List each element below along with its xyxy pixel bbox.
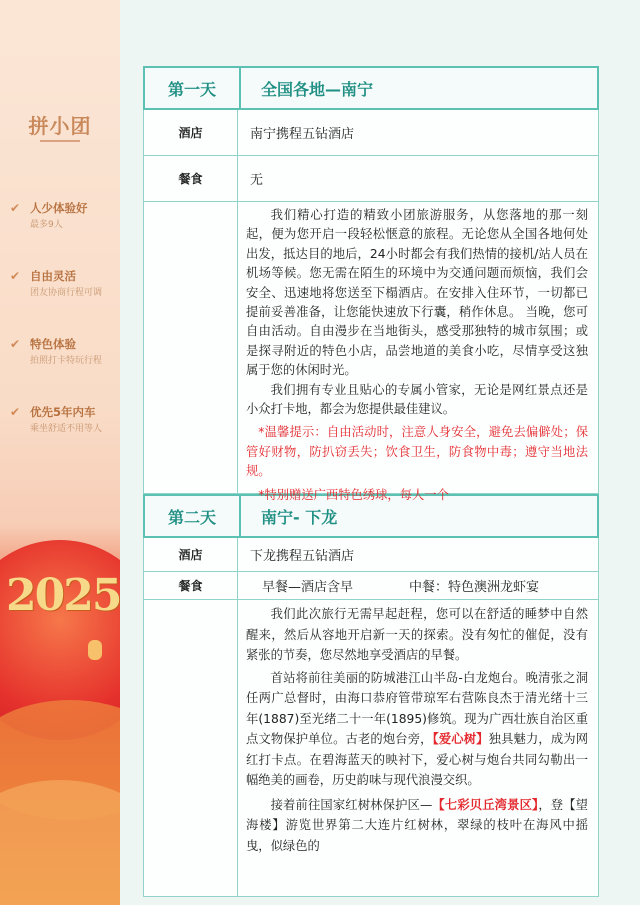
paragraph: 我们精心打造的精致小团旅游服务，从您落地的那一刻起，便为您开启一段轻松惬意的旅程。无论您从全国各地何处出发，抵达目的地后，24小时都会有我们热情的接机/站人员在机场等候。您无需在陌生的环境中为交通问题而烦恼，我们会安全、迅速地将您送至下榻酒店。在安排入住环节，一切都已提前妥善准备，让您能快速放下行囊，稍作休息。 当晚，您可自由活动。自由漫步在当地街头，感受那独特的城市氛围；或是探寻附近的特色小店，品尝地道的美食小吃，尽情享受这独属于您的休闲时光。: [246, 208, 588, 378]
feature-title: 特色体验: [30, 337, 76, 351]
check-icon: ✔: [10, 201, 21, 215]
warning-tip: *温馨提示：自由活动时，注意人身安全，避免去偏僻处；保管好财物，防扒窃丢失；饮食卫生，防食物中毒；遵守当地法规。: [246, 425, 588, 479]
breakfast-value: 早餐—酒店含早: [262, 580, 354, 595]
paragraph: 我们拥有专业且贴心的专属小管家，无论是网红景点还是小众打卡地，都会为您提供最佳建议。: [246, 382, 588, 417]
itinerary-table: [143, 66, 599, 897]
feature-sub: 拍照打卡特玩行程: [30, 356, 103, 366]
promo-sidebar: [0, 0, 120, 905]
meal-row: [143, 572, 599, 600]
hotel-key: 酒店: [144, 538, 238, 571]
year-title: 2025: [6, 570, 120, 621]
hotel-key: 酒店: [144, 110, 238, 155]
day-label: 第一天: [145, 68, 241, 108]
meal-key: 餐食: [144, 156, 238, 201]
feature-sub: 最多9人: [30, 220, 63, 230]
day-description: [143, 202, 599, 502]
check-icon: ✔: [10, 269, 21, 283]
check-icon: ✔: [10, 405, 21, 419]
lantern-decoration: [88, 640, 102, 660]
hotel-value: 下龙携程五钻酒店: [250, 549, 355, 564]
day-header: [143, 494, 599, 538]
brand-title: 拼小团: [28, 114, 92, 138]
day-description: [143, 600, 599, 897]
divider: [40, 140, 80, 142]
day-route: 南宁- 下龙: [261, 507, 338, 527]
hotel-row: [143, 110, 599, 156]
highlight-love-tree: 【爱心树】: [432, 732, 489, 746]
check-icon: ✔: [10, 337, 21, 351]
gift-tip: *特别赠送广西特色绣球，每人一个: [258, 487, 449, 502]
meal-row: [143, 156, 599, 202]
hotel-row: [143, 538, 599, 572]
hotel-value: 南宁携程五钻酒店: [250, 127, 355, 142]
lunch-value: 中餐：特色澳洲龙虾宴: [409, 580, 540, 595]
feature-title: 人少体验好: [30, 201, 88, 215]
day-route: 全国各地—南宁: [261, 79, 374, 99]
feature-sub: 乘坐舒适不用等人: [30, 424, 103, 434]
feature-title: 自由灵活: [30, 269, 76, 283]
highlight-scenic-area: 【七彩贝丘湾景区】: [432, 797, 539, 812]
meal-key: 餐食: [144, 572, 238, 599]
meal-value: 无: [250, 173, 264, 188]
feature-sub: 团友协商行程可调: [30, 288, 103, 298]
day-label: 第二天: [145, 496, 241, 536]
paragraph: 首站将前往美丽的防城港江山半岛-白龙炮台。晚清张之洞任两广总督时，由海口恭府管带琼军右营陈良杰于清光绪十三年(1887)至光绪二十一年(1895)修筑。现为广西壮族自治区重点文物保护单位。古老的炮台旁，【爱心树】独具魅力，成为网红打卡点。在碧海蓝天的映衬下，爱心树与炮台共同勾勒出一幅绝美的画卷，历史韵味与现代浪漫交织。: [246, 670, 588, 787]
paragraph: 我们此次旅行无需早起赶程，您可以在舒适的睡梦中自然醒来，然后从容地开启新一天的探索。没有匆忙的催促，没有紧张的节奏，您尽然地享受酒店的早餐。: [246, 607, 588, 662]
paragraph: 接着前往国家红树林保护区—【七彩贝丘湾景区】，登【望海楼】游览世界第二大连片红树林，翠绿的枝叶在海风中摇曳，似绿色的: [246, 797, 588, 853]
wave-decoration: [0, 780, 120, 905]
feature-title: 优先5年内车: [30, 405, 96, 419]
day-header: [143, 66, 599, 110]
